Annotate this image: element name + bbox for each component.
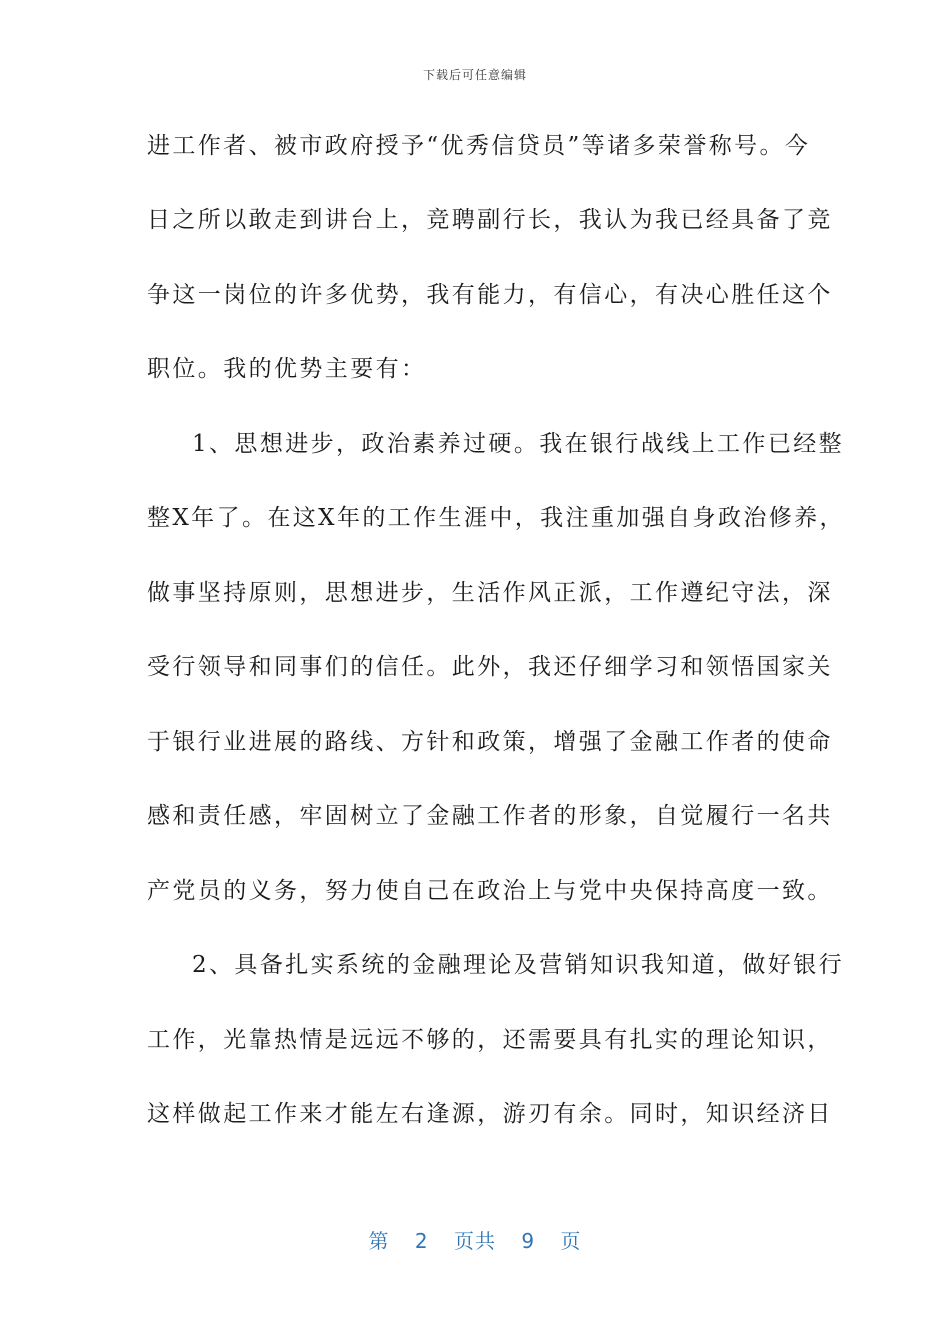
text-line: 感和责任感，牢固树立了金融工作者的形象，自觉履行一名共: [147, 803, 833, 829]
text-line: 产党员的义务，努力使自己在政治上与党中央保持高度一致。: [147, 878, 833, 904]
text-line: 工作，光靠热情是远远不够的，还需要具有扎实的理论知识，: [147, 1027, 833, 1053]
text-line: 1、思想进步，政治素养过硬。我在银行战线上工作已经整: [192, 431, 845, 457]
text-line: 整Ⅹ年了。在这Ⅹ年的工作生涯中，我注重加强自身政治修养，: [147, 505, 845, 531]
text-line: 日之所以敢走到讲台上，竞聘副行长，我认为我已经具备了竞: [147, 207, 833, 233]
text-line: 做事坚持原则，思想进步，生活作风正派，工作遵纪守法，深: [147, 580, 833, 606]
page-number-footer: 第 2 页共 9 页: [368, 1229, 582, 1253]
text-line: 进工作者、被市政府授予“优秀信贷员”等诸多荣誉称号。今: [147, 133, 811, 159]
text-line: 职位。我的优势主要有：: [147, 356, 427, 382]
text-line: 这样做起工作来才能左右逢源，游刃有余。同时，知识经济日: [147, 1101, 833, 1127]
text-line: 于银行业进展的路线、方针和政策，增强了金融工作者的使命: [147, 729, 833, 755]
page-header: 下载后可任意编辑: [422, 68, 527, 82]
text-line: 争这一岗位的许多优势，我有能力，有信心，有决心胜任这个: [147, 282, 833, 308]
text-line: 2、具备扎实系统的金融理论及营销知识我知道，做好银行: [192, 952, 845, 978]
text-line: 受行领导和同事们的信任。此外，我还仔细学习和领悟国家关: [147, 654, 833, 680]
